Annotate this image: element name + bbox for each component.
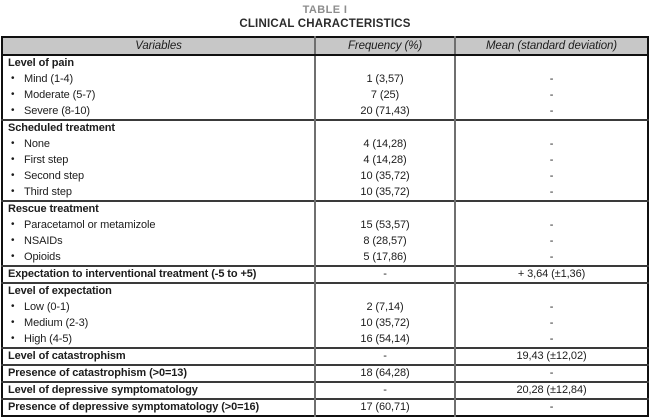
- mean-cell: -: [549, 185, 554, 198]
- table-section: [2, 382, 648, 399]
- bullet-icon: •: [11, 219, 15, 230]
- table-row: [2, 365, 648, 382]
- table-row: [2, 266, 648, 283]
- table-section: [2, 120, 648, 201]
- bullet-icon: •: [11, 154, 15, 165]
- table-section: [2, 201, 648, 266]
- table-row: [2, 136, 648, 152]
- frequency-cell: -: [315, 266, 455, 283]
- bullet-icon: •: [11, 186, 15, 197]
- mean-cell: -: [549, 367, 554, 379]
- variable-label: Presence of depressive symptomatology (>0=16): [8, 401, 260, 413]
- mean-cell: -: [549, 169, 554, 182]
- bullet-icon: •: [11, 105, 15, 116]
- frequency-cell: 15 (53,57): [315, 217, 455, 233]
- frequency-cell: 1 (3,57): [315, 71, 455, 87]
- frequency-cell: 10 (35,72): [315, 184, 455, 201]
- variable-label: Paracetamol or metamizole: [24, 219, 156, 231]
- variable-label: None: [24, 138, 50, 150]
- mean-cell: -: [549, 300, 554, 313]
- mean-cell: -: [549, 332, 554, 345]
- variable-cell: [2, 266, 315, 283]
- table-row: [2, 399, 648, 416]
- variable-label: Opioids: [24, 251, 61, 263]
- variable-label: Low (0-1): [24, 301, 70, 313]
- table-section: [2, 348, 648, 365]
- bullet-icon: •: [11, 317, 15, 328]
- frequency-cell: [315, 120, 455, 136]
- table-row: [2, 348, 648, 365]
- variable-cell: [2, 136, 315, 152]
- variable-label: Level of expectation: [8, 285, 112, 297]
- frequency-cell: 4 (14,28): [315, 152, 455, 168]
- variable-label: NSAIDs: [24, 235, 63, 247]
- table-row: [2, 249, 648, 266]
- mean-cell: [455, 55, 648, 71]
- table-caption: [0, 0, 650, 31]
- variable-cell: [2, 382, 315, 399]
- table-row: [2, 299, 648, 315]
- column-header-frequency: Frequency (%): [315, 37, 455, 55]
- table-row: [2, 283, 648, 299]
- table-section: [2, 283, 648, 348]
- variable-cell: [2, 168, 315, 184]
- frequency-cell: 20 (71,43): [315, 103, 455, 120]
- table-row: [2, 233, 648, 249]
- frequency-cell: 17 (60,71): [315, 399, 455, 416]
- column-header-mean: Mean (standard deviation): [455, 37, 648, 55]
- bullet-icon: •: [11, 333, 15, 344]
- bullet-icon: •: [11, 138, 15, 149]
- mean-cell: -: [549, 137, 554, 150]
- frequency-cell: 7 (25): [315, 87, 455, 103]
- mean-cell: -: [549, 401, 554, 413]
- frequency-cell: [315, 55, 455, 71]
- table-row: [2, 382, 648, 399]
- bullet-icon: •: [11, 73, 15, 84]
- bullet-icon: •: [11, 235, 15, 246]
- frequency-cell: 2 (7,14): [315, 299, 455, 315]
- frequency-cell: -: [315, 382, 455, 399]
- variable-label: Third step: [24, 186, 72, 198]
- mean-cell: -: [549, 250, 554, 263]
- bullet-icon: •: [11, 89, 15, 100]
- variable-label: First step: [24, 154, 69, 166]
- table-row: [2, 87, 648, 103]
- table-row: [2, 71, 648, 87]
- table-section: [2, 266, 648, 283]
- frequency-cell: 4 (14,28): [315, 136, 455, 152]
- mean-cell: 19,43 (±12,02): [516, 350, 587, 362]
- variable-label: Presence of catastrophism (>0=13): [8, 367, 187, 379]
- frequency-cell: 10 (35,72): [315, 168, 455, 184]
- variable-cell: [2, 184, 315, 201]
- mean-cell: -: [549, 218, 554, 231]
- variable-cell: [2, 87, 315, 103]
- table-row: [2, 331, 648, 348]
- bullet-icon: •: [11, 301, 15, 312]
- frequency-cell: [315, 283, 455, 299]
- mean-cell: -: [549, 316, 554, 329]
- variable-label: Mind (1-4): [24, 73, 74, 85]
- variable-label: Medium (2-3): [24, 317, 89, 329]
- variable-label: Severe (8-10): [24, 105, 90, 117]
- variable-cell: [2, 348, 315, 365]
- table-row: [2, 55, 648, 71]
- mean-cell: [455, 201, 648, 217]
- table-row: [2, 184, 648, 201]
- clinical-characteristics-table: [1, 36, 649, 417]
- frequency-cell: 18 (64,28): [315, 365, 455, 382]
- variable-label: Level of depressive symptomatology: [8, 384, 198, 396]
- variable-label: High (4-5): [24, 333, 72, 345]
- variable-cell: [2, 365, 315, 382]
- mean-cell: -: [549, 88, 554, 101]
- frequency-cell: 8 (28,57): [315, 233, 455, 249]
- variable-label: Rescue treatment: [8, 203, 99, 215]
- frequency-cell: 5 (17,86): [315, 249, 455, 266]
- mean-cell: [455, 120, 648, 136]
- mean-cell: -: [549, 153, 554, 166]
- frequency-cell: 16 (54,14): [315, 331, 455, 348]
- variable-cell: [2, 399, 315, 416]
- variable-cell: [2, 217, 315, 233]
- mean-cell: 20,28 (±12,84): [516, 384, 587, 396]
- bullet-icon: •: [11, 170, 15, 181]
- variable-label: Scheduled treatment: [8, 122, 115, 134]
- mean-cell: -: [549, 234, 554, 247]
- variable-cell: [2, 201, 315, 217]
- mean-cell: [455, 283, 648, 299]
- mean-cell: -: [549, 104, 554, 117]
- header-row: [2, 37, 648, 55]
- variable-cell: [2, 249, 315, 266]
- bullet-icon: •: [11, 251, 15, 262]
- variable-cell: [2, 55, 315, 71]
- column-header-variables: Variables: [2, 37, 315, 55]
- table-row: [2, 168, 648, 184]
- variable-label: Second step: [24, 170, 85, 182]
- variable-cell: [2, 233, 315, 249]
- table-section: [2, 55, 648, 120]
- table-row: [2, 120, 648, 136]
- table-row: [2, 315, 648, 331]
- frequency-cell: -: [315, 348, 455, 365]
- variable-cell: [2, 331, 315, 348]
- variable-label: Expectation to interventional treatment (-5 to +5): [8, 268, 257, 280]
- mean-cell: -: [549, 72, 554, 85]
- table-title: CLINICAL CHARACTERISTICS: [239, 18, 411, 30]
- variable-label: Moderate (5-7): [24, 89, 96, 101]
- table-row: [2, 201, 648, 217]
- variable-cell: [2, 315, 315, 331]
- table-row: [2, 103, 648, 120]
- mean-cell: + 3,64 (±1,36): [517, 268, 586, 280]
- frequency-cell: [315, 201, 455, 217]
- table-section: [2, 365, 648, 382]
- variable-cell: [2, 120, 315, 136]
- table-header: [2, 37, 648, 55]
- table-row: [2, 217, 648, 233]
- variable-cell: [2, 103, 315, 120]
- variable-cell: [2, 283, 315, 299]
- variable-label: Level of pain: [8, 57, 74, 69]
- variable-cell: [2, 152, 315, 168]
- frequency-cell: 10 (35,72): [315, 315, 455, 331]
- table-row: [2, 152, 648, 168]
- table-section: [2, 399, 648, 416]
- variable-cell: [2, 71, 315, 87]
- variable-cell: [2, 299, 315, 315]
- variable-label: Level of catastrophism: [8, 350, 126, 362]
- table-number: TABLE I: [302, 4, 348, 16]
